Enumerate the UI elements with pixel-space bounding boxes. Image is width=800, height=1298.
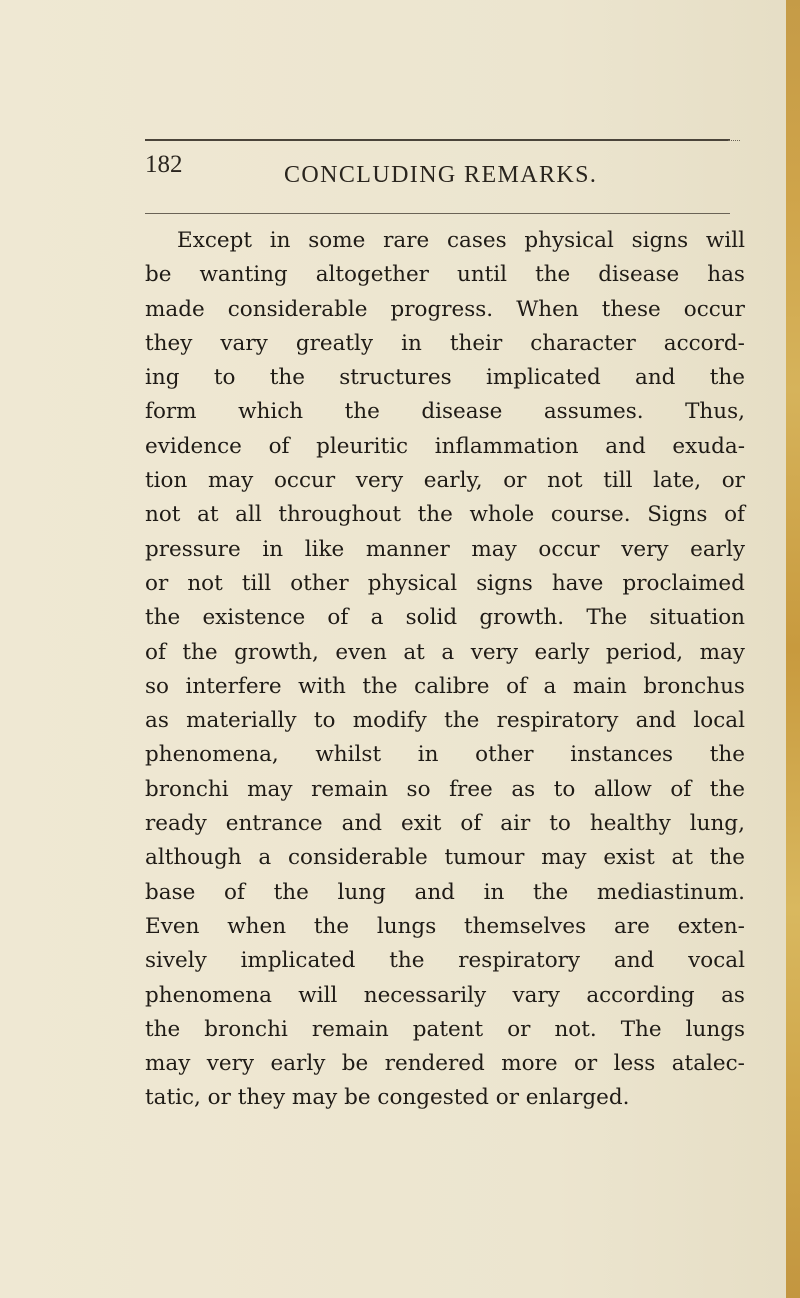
word: in bbox=[401, 330, 422, 356]
word: have bbox=[551, 570, 604, 596]
word: local bbox=[693, 708, 745, 734]
word: existence bbox=[202, 605, 306, 631]
text-line bbox=[145, 670, 745, 704]
word: as bbox=[721, 982, 745, 1008]
word: the bbox=[344, 399, 380, 425]
word: a bbox=[258, 845, 272, 871]
word: disease bbox=[598, 262, 680, 288]
word: growth. bbox=[479, 605, 565, 631]
word: the bbox=[182, 639, 218, 665]
word: be bbox=[145, 262, 172, 288]
word: in bbox=[262, 536, 284, 562]
word: considerable bbox=[227, 296, 368, 322]
word: other bbox=[475, 742, 534, 768]
text-line bbox=[145, 704, 745, 738]
word: the bbox=[389, 948, 425, 974]
word: period, bbox=[605, 639, 684, 665]
word: to bbox=[313, 708, 336, 734]
word: may bbox=[471, 536, 517, 562]
word: the bbox=[444, 708, 480, 734]
word: may bbox=[247, 776, 293, 802]
word: sively bbox=[145, 948, 207, 974]
word: made bbox=[145, 296, 205, 322]
word: some bbox=[308, 228, 366, 253]
word: even bbox=[335, 639, 387, 665]
word: to bbox=[549, 811, 571, 837]
word: till bbox=[241, 570, 272, 596]
running-head: CONCLUDING REMARKS. bbox=[284, 162, 598, 188]
text-line bbox=[145, 258, 745, 292]
word: vary bbox=[512, 982, 560, 1008]
word: calibre bbox=[414, 673, 490, 699]
word: be bbox=[341, 1051, 369, 1077]
word: themselves bbox=[464, 913, 587, 939]
word: till bbox=[603, 468, 633, 494]
word: exuda- bbox=[672, 433, 745, 459]
word: has bbox=[707, 262, 745, 288]
word: the bbox=[145, 1016, 181, 1042]
word: the bbox=[145, 605, 181, 631]
word: to bbox=[553, 776, 576, 802]
word: with bbox=[298, 673, 346, 699]
word: or bbox=[573, 1051, 598, 1077]
word: main bbox=[572, 673, 627, 699]
word: exten- bbox=[677, 913, 745, 939]
word: of bbox=[670, 776, 692, 802]
word: considerable bbox=[287, 845, 428, 871]
word: lung, bbox=[689, 811, 745, 837]
word: whilst bbox=[315, 742, 382, 768]
word: respiratory bbox=[496, 708, 619, 734]
word: which bbox=[238, 399, 304, 425]
word: or bbox=[507, 1016, 531, 1042]
word: solid bbox=[405, 605, 458, 631]
book-binding-edge bbox=[786, 0, 800, 1298]
word: the bbox=[709, 365, 745, 391]
word: the bbox=[313, 913, 350, 939]
word: at bbox=[403, 639, 425, 665]
word: disease bbox=[421, 399, 503, 425]
word: inflammation bbox=[434, 433, 579, 459]
word: accord- bbox=[663, 330, 745, 356]
word: and bbox=[635, 365, 676, 391]
word: materially bbox=[186, 708, 297, 734]
word: wanting bbox=[199, 262, 288, 288]
word: course. bbox=[550, 502, 631, 528]
word: healthy bbox=[589, 811, 671, 837]
word: bronchus bbox=[643, 673, 745, 699]
word: are bbox=[613, 913, 650, 939]
word: of bbox=[268, 433, 290, 459]
text-line bbox=[145, 567, 745, 601]
word: signs bbox=[631, 228, 689, 253]
word: the bbox=[709, 776, 745, 802]
word: or bbox=[721, 468, 745, 494]
word: not bbox=[145, 502, 181, 528]
word: of bbox=[327, 605, 349, 631]
word: may bbox=[207, 468, 254, 494]
word: early bbox=[534, 639, 590, 665]
word: at bbox=[197, 502, 219, 528]
word: mediastinum. bbox=[596, 879, 745, 905]
word: a bbox=[543, 673, 557, 699]
word: the bbox=[709, 742, 745, 768]
word: not bbox=[547, 468, 583, 494]
word: necessarily bbox=[363, 982, 487, 1008]
word: throughout bbox=[278, 502, 401, 528]
word: altogether bbox=[315, 262, 429, 288]
word: the bbox=[273, 879, 309, 905]
word: early bbox=[690, 536, 745, 562]
word: manner bbox=[365, 536, 450, 562]
word: occur bbox=[683, 296, 745, 322]
word: remain bbox=[311, 776, 388, 802]
page-number: 182 bbox=[145, 151, 183, 178]
word: when bbox=[227, 913, 287, 939]
word: implicated bbox=[240, 948, 356, 974]
word: Except bbox=[177, 228, 252, 253]
word: assumes. bbox=[543, 399, 644, 425]
text-line bbox=[145, 979, 745, 1013]
word: as bbox=[145, 708, 169, 734]
word: so bbox=[145, 673, 169, 699]
word: of bbox=[506, 673, 527, 699]
word: the bbox=[269, 365, 305, 391]
word: The bbox=[586, 605, 628, 631]
word: may bbox=[541, 845, 587, 871]
word: less bbox=[613, 1051, 656, 1077]
word: vary bbox=[220, 330, 268, 356]
word: phenomena, bbox=[145, 742, 279, 768]
text-line bbox=[145, 807, 745, 841]
word: pleuritic bbox=[316, 433, 409, 459]
word: entrance bbox=[225, 811, 323, 837]
word: will bbox=[705, 228, 745, 253]
word: in bbox=[483, 879, 505, 905]
word: early bbox=[270, 1051, 326, 1077]
word: air bbox=[500, 811, 531, 837]
word: other bbox=[290, 570, 349, 596]
word: modify bbox=[352, 708, 427, 734]
word: very bbox=[355, 468, 404, 494]
word: until bbox=[456, 262, 508, 288]
word: the bbox=[417, 502, 453, 528]
word: although bbox=[145, 845, 242, 871]
word: form bbox=[145, 399, 197, 425]
word: lungs bbox=[376, 913, 437, 939]
text-line bbox=[145, 464, 745, 498]
body-text bbox=[145, 224, 745, 1116]
word: tumour bbox=[444, 845, 525, 871]
word: vocal bbox=[688, 948, 745, 974]
word: and bbox=[341, 811, 383, 837]
word: implicated bbox=[485, 365, 601, 391]
word: cases bbox=[447, 228, 507, 253]
word: of bbox=[460, 811, 482, 837]
word: these bbox=[601, 296, 661, 322]
word: like bbox=[304, 536, 345, 562]
word: growth, bbox=[234, 639, 319, 665]
word: Thus, bbox=[685, 399, 745, 425]
word: proclaimed bbox=[622, 570, 745, 596]
text-line bbox=[145, 944, 745, 978]
word: rare bbox=[383, 228, 430, 253]
word: exit bbox=[401, 811, 442, 837]
word: phenomena bbox=[145, 982, 272, 1008]
text-line bbox=[145, 327, 745, 361]
word: not. bbox=[554, 1016, 597, 1042]
word: at bbox=[671, 845, 693, 871]
word: patent bbox=[412, 1016, 484, 1042]
word: tion bbox=[145, 468, 188, 494]
header-rule-top-tail bbox=[728, 140, 740, 141]
word: allow bbox=[593, 776, 652, 802]
word: atalec- bbox=[671, 1051, 745, 1077]
word: free bbox=[449, 776, 493, 802]
word: in bbox=[417, 742, 439, 768]
word: signs bbox=[476, 570, 533, 596]
word: so bbox=[406, 776, 431, 802]
word: progress. bbox=[390, 296, 494, 322]
word: remain bbox=[311, 1016, 389, 1042]
word: character bbox=[530, 330, 636, 356]
text-line bbox=[145, 876, 745, 910]
word: structures bbox=[339, 365, 452, 391]
word: and bbox=[613, 948, 655, 974]
text-line: tatic, or they may be congested or enlarged. bbox=[145, 1085, 630, 1111]
word: will bbox=[298, 982, 338, 1008]
word: The bbox=[620, 1016, 662, 1042]
word: or bbox=[503, 468, 527, 494]
word: rendered bbox=[384, 1051, 485, 1077]
text-line bbox=[145, 841, 745, 875]
text-line bbox=[145, 601, 745, 635]
word: ready bbox=[145, 811, 207, 837]
word: bronchi bbox=[145, 776, 229, 802]
text-line bbox=[145, 738, 745, 772]
word: whole bbox=[469, 502, 535, 528]
word: the bbox=[709, 845, 745, 871]
word: very bbox=[206, 1051, 255, 1077]
text-line bbox=[145, 224, 745, 258]
word: When bbox=[516, 296, 579, 322]
word: not bbox=[187, 570, 223, 596]
word: the bbox=[535, 262, 571, 288]
text-line bbox=[145, 910, 745, 944]
word: of bbox=[224, 879, 245, 905]
word: their bbox=[449, 330, 503, 356]
word: very bbox=[621, 536, 669, 562]
text-line bbox=[145, 1047, 745, 1081]
word: more bbox=[501, 1051, 558, 1077]
text-line bbox=[145, 293, 745, 327]
text-line bbox=[145, 361, 745, 395]
word: late, bbox=[653, 468, 702, 494]
word: Even bbox=[145, 913, 200, 939]
word: in bbox=[269, 228, 291, 253]
word: greatly bbox=[295, 330, 374, 356]
word: instances bbox=[570, 742, 674, 768]
word: all bbox=[235, 502, 262, 528]
word: pressure bbox=[145, 536, 241, 562]
text-line bbox=[145, 533, 745, 567]
word: according bbox=[586, 982, 695, 1008]
word: may bbox=[699, 639, 745, 665]
word: bronchi bbox=[204, 1016, 288, 1042]
word: respiratory bbox=[458, 948, 581, 974]
word: may bbox=[145, 1051, 191, 1077]
word: a bbox=[370, 605, 384, 631]
word: interfere bbox=[185, 673, 282, 699]
word: of bbox=[145, 639, 166, 665]
text-line bbox=[145, 498, 745, 532]
word: early, bbox=[423, 468, 483, 494]
word: evidence bbox=[145, 433, 242, 459]
word: physical bbox=[524, 228, 614, 253]
word: base bbox=[145, 879, 196, 905]
text-line bbox=[145, 1013, 745, 1047]
word: as bbox=[511, 776, 536, 802]
word: or bbox=[145, 570, 169, 596]
word: exist bbox=[603, 845, 655, 871]
word: a bbox=[441, 639, 455, 665]
word: occur bbox=[538, 536, 600, 562]
word: and bbox=[414, 879, 455, 905]
word: and bbox=[605, 433, 646, 459]
word: lung bbox=[337, 879, 386, 905]
text-line bbox=[145, 773, 745, 807]
word: situation bbox=[649, 605, 745, 631]
word: ing bbox=[145, 365, 180, 391]
word: the bbox=[533, 879, 569, 905]
word: very bbox=[470, 639, 518, 665]
header-rule-bottom bbox=[145, 213, 730, 214]
word: physical bbox=[367, 570, 458, 596]
word: of bbox=[724, 502, 745, 528]
word: Signs bbox=[647, 502, 708, 528]
text-line bbox=[145, 430, 745, 464]
text-line bbox=[145, 636, 745, 670]
text-line bbox=[145, 395, 745, 429]
word: occur bbox=[273, 468, 336, 494]
word: to bbox=[213, 365, 236, 391]
word: lungs bbox=[685, 1016, 745, 1042]
word: they bbox=[145, 330, 193, 356]
header-rule-top bbox=[145, 139, 730, 141]
word: and bbox=[635, 708, 677, 734]
word: the bbox=[362, 673, 398, 699]
